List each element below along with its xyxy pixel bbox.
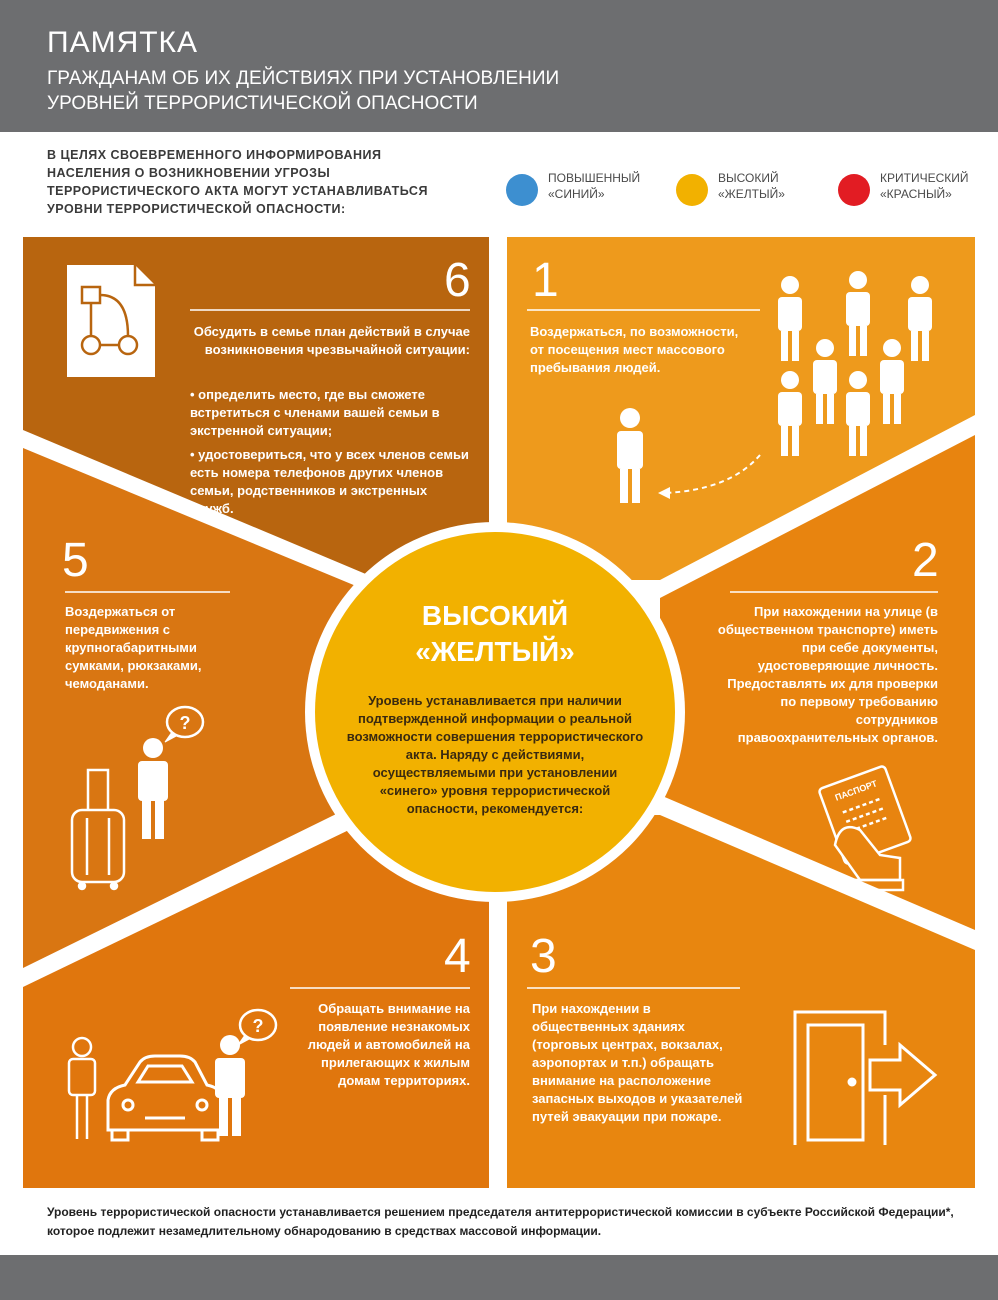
question-mark-5: ? xyxy=(179,713,191,733)
legend-yellow-line2: «ЖЕЛТЫЙ» xyxy=(718,187,785,201)
panel-6-bullet-1: • определить место, где вы сможете встретиться с членами вашей семьи в экстренной ситуации; xyxy=(190,387,440,438)
question-mark-4: ? xyxy=(252,1016,264,1036)
center-title xyxy=(340,598,650,670)
panel-6-text: Обсудить в семье план действий в случае возникновения чрезвычайной ситуации: xyxy=(193,324,470,357)
legend-red-line2: «КРАСНЫЙ» xyxy=(880,187,952,201)
panel-6-bullet-2: • удостовериться, что у всех членов семьи есть номера телефонов других членов семьи, родственников и экстренных служб. xyxy=(190,447,469,516)
panel-3-number: 3 xyxy=(530,930,557,983)
panel-2-number: 2 xyxy=(912,534,939,587)
subtitle-line-2: УРОВНЕЙ ТЕРРОРИСТИЧЕСКОЙ ОПАСНОСТИ xyxy=(47,93,478,114)
panel-2-text: При нахождении на улице (в общественном транспорте) иметь при себе документы, удостоверяющие личность. Предоставлять их для проверки по первому требованию сотрудников правоохранительных органов. xyxy=(717,604,938,745)
footer-note: Уровень террористической опасности устанавливается решением председателя антитеррористической комиссии в субъекте Российской Федерации*, которое подлежит незамедлительному обнародованию в средствах массовой информации. xyxy=(47,1205,954,1238)
legend-blue-line2: «СИНИЙ» xyxy=(548,187,605,201)
legend-yellow-line1: ВЫСОКИЙ xyxy=(718,171,779,185)
panel-4-text: Обращать внимание на появление незнакомых людей и автомобилей на прилегающих к жилым домам территориях. xyxy=(307,1001,470,1088)
passport-label: ПАСПОРТ xyxy=(833,778,879,803)
center-text: Уровень устанавливается при наличии подтвержденной информации о реальной возможности совершения террористического акта. Наряду с действиями, осуществляемыми при установлении «синего» уровня террористической опасности, рекомендуется: xyxy=(346,693,644,816)
legend-red-line1: КРИТИЧЕСКИЙ xyxy=(880,171,969,185)
panel-1-text: Воздержаться, по возможности, от посещения мест массового пребывания людей. xyxy=(530,324,739,375)
center-title-line2: «ЖЕЛТЫЙ» xyxy=(415,636,575,667)
legend-blue-line1: ПОВЫШЕННЫЙ xyxy=(548,171,641,185)
page-title: ПАМЯТКА xyxy=(47,26,199,59)
subtitle-line-1: ГРАЖДАНАМ ОБ ИХ ДЕЙСТВИЯХ ПРИ УСТАНОВЛЕНИИ xyxy=(47,68,560,89)
panel-5-number: 5 xyxy=(62,534,89,587)
intro-text: В ЦЕЛЯХ СВОЕВРЕМЕННОГО ИНФОРМИРОВАНИЯ НАСЕЛЕНИЯ О ВОЗНИКНОВЕНИИ УГРОЗЫ ТЕРРОРИСТИЧЕСКОГО АКТА МОГУТ УСТАНАВЛИВАТЬСЯ УРОВНИ ТЕРРОРИСТИЧЕСКОЙ ОПАСНОСТИ: xyxy=(47,148,428,216)
panel-4-number: 4 xyxy=(444,930,471,983)
center-title-line1: ВЫСОКИЙ xyxy=(421,600,569,631)
panel-6-number: 6 xyxy=(444,254,471,307)
flowchart-document-icon xyxy=(67,265,155,377)
panel-3-text: При нахождении в общественных зданиях (торговых центрах, вокзалах, аэропортах и т.п.) обращать внимание на расположение запасных выходов и указателей путей эвакуации при пожаре. xyxy=(532,1001,743,1124)
panel-5-text: Воздержаться от передвижения с крупногабаритными сумками, рюкзаками, чемоданами. xyxy=(65,604,202,691)
panel-1-number: 1 xyxy=(532,254,559,307)
footer-bar xyxy=(0,1255,998,1300)
